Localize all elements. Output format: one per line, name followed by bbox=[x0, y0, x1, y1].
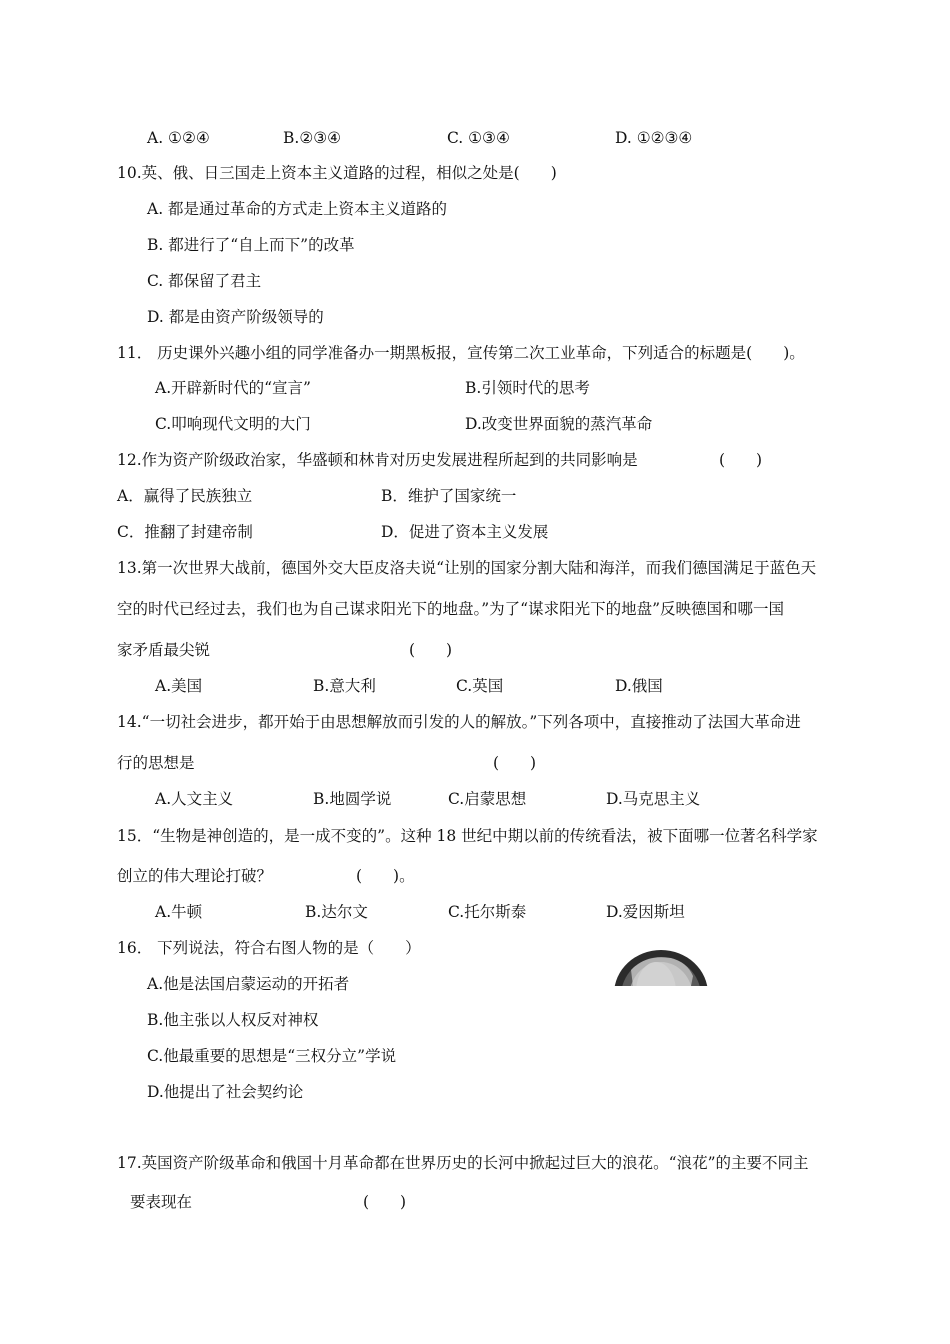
q13-option-a: A.美国 bbox=[155, 677, 203, 695]
q14-option-b: B.地圆学说 bbox=[313, 790, 392, 808]
q13-option-b: B.意大利 bbox=[313, 677, 376, 695]
q9-option-d: D. ①②③④ bbox=[615, 129, 693, 147]
q11-stem: 11． 历史课外兴趣小组的同学准备办一期黑板报，宣传第二次工业革命，下列适合的标题是( )。 bbox=[117, 344, 805, 362]
q11-option-a: A.开辟新时代的“宣言” bbox=[155, 379, 311, 397]
q14-option-a: A.人文主义 bbox=[155, 790, 234, 808]
q9-option-a: A. ①②④ bbox=[147, 129, 210, 147]
q14-answer-blank: ( ) bbox=[493, 754, 537, 772]
q13-stem-line-3: 家矛盾最尖锐 bbox=[117, 641, 211, 659]
q17-stem-line-1: 17.英国资产阶级革命和俄国十月革命都在世界历史的长河中掀起过巨大的浪花。“浪花”的主要不同主 bbox=[117, 1154, 809, 1172]
q14-option-d: D.马克思主义 bbox=[606, 790, 701, 808]
q14-stem-line-1: 14.“一切社会进步，都开始于由思想解放而引发的人的解放。”下列各项中，直接推动了法国大革命进 bbox=[117, 713, 801, 731]
q17-answer-blank: ( ) bbox=[363, 1193, 407, 1211]
portrait-image bbox=[611, 948, 711, 986]
q14-stem-line-2: 行的思想是 bbox=[117, 754, 195, 772]
q12-option-a: A．赢得了民族独立 bbox=[117, 487, 253, 505]
portrait-illustration bbox=[611, 948, 711, 986]
q13-option-d: D.俄国 bbox=[615, 677, 663, 695]
q15-stem-line-1: 15．“生物是神创造的，是一成不变的”。这种 18 世纪中期以前的传统看法，被下面哪一位著名科学家 bbox=[117, 827, 818, 845]
q13-answer-blank: ( ) bbox=[409, 641, 453, 659]
q15-stem-line-2: 创立的伟大理论打破？ bbox=[117, 867, 273, 885]
q12-stem: 12.作为资产阶级政治家，华盛顿和林肯对历史发展进程所起到的共同影响是 bbox=[117, 451, 638, 469]
q13-stem-line-2: 空的时代已经过去，我们也为自己谋求阳光下的地盘。”为了“谋求阳光下的地盘”反映德国和哪一国 bbox=[117, 600, 785, 618]
q9-option-c: C. ①③④ bbox=[447, 129, 510, 147]
q14-option-c: C.启蒙思想 bbox=[448, 790, 527, 808]
q17-stem-line-2: 要表现在 bbox=[130, 1193, 193, 1211]
q15-option-b: B.达尔文 bbox=[305, 903, 368, 921]
q12-option-c: C．推翻了封建帝制 bbox=[117, 523, 253, 541]
q16-option-b: B.他主张以人权反对神权 bbox=[147, 1011, 319, 1029]
q10-stem: 10.英、俄、日三国走上资本主义道路的过程，相似之处是( ) bbox=[117, 164, 557, 182]
q13-option-c: C.英国 bbox=[456, 677, 504, 695]
q12-option-b: B．维护了国家统一 bbox=[381, 487, 517, 505]
q9-option-b: B.②③④ bbox=[283, 129, 342, 147]
q15-answer-blank: ( )。 bbox=[356, 867, 415, 885]
q10-option-c: C. 都保留了君主 bbox=[147, 272, 262, 290]
q10-option-a: A. 都是通过革命的方式走上资本主义道路的 bbox=[147, 200, 448, 218]
q11-option-b: B.引领时代的思考 bbox=[465, 379, 590, 397]
q10-option-d: D. 都是由资产阶级领导的 bbox=[147, 308, 324, 326]
q13-stem-line-1: 13.第一次世界大战前，德国外交大臣皮洛夫说“让别的国家分割大陆和海洋，而我们德国满足于蓝色天 bbox=[117, 559, 817, 577]
q10-option-b: B. 都进行了“自上而下”的改革 bbox=[147, 236, 355, 254]
q15-option-a: A.牛顿 bbox=[155, 903, 203, 921]
q16-option-d: D.他提出了社会契约论 bbox=[147, 1083, 304, 1101]
q16-option-a: A.他是法国启蒙运动的开拓者 bbox=[147, 975, 350, 993]
q11-option-d: D.改变世界面貌的蒸汽革命 bbox=[465, 415, 653, 433]
q12-answer-blank: ( ) bbox=[719, 451, 763, 469]
q16-stem: 16． 下列说法，符合右图人物的是（ ） bbox=[117, 939, 421, 957]
q15-option-c: C.托尔斯泰 bbox=[448, 903, 527, 921]
q16-option-c: C.他最重要的思想是“三权分立”学说 bbox=[147, 1047, 397, 1065]
q12-option-d: D．促进了资本主义发展 bbox=[381, 523, 549, 541]
q11-option-c: C.叩响现代文明的大门 bbox=[155, 415, 311, 433]
q15-option-d: D.爱因斯坦 bbox=[606, 903, 685, 921]
